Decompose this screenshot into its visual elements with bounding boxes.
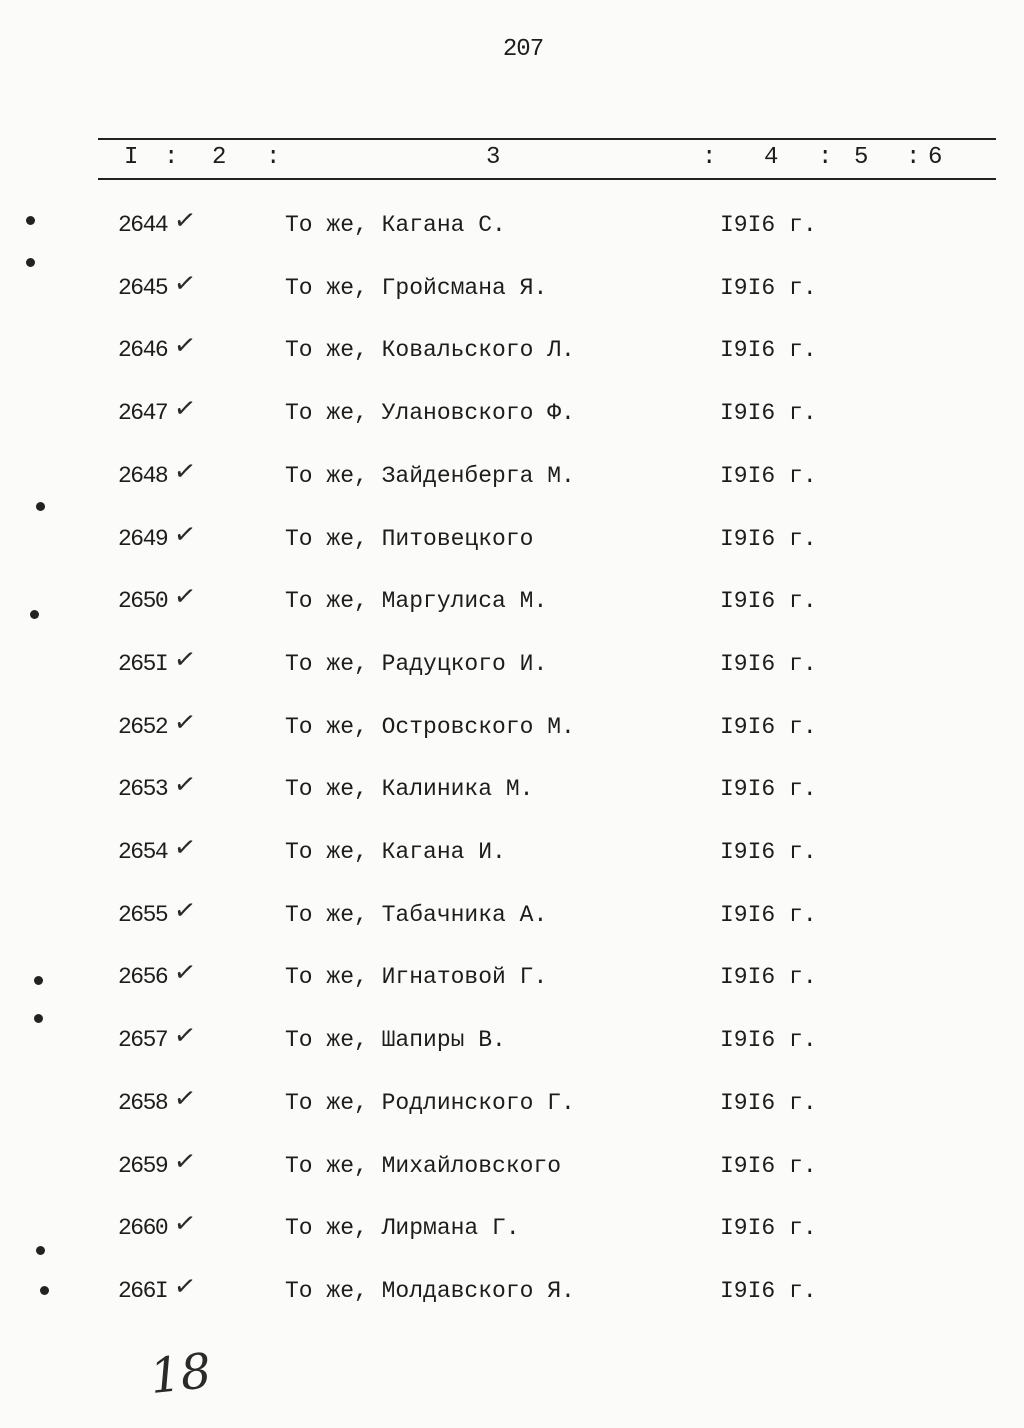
check-mark-icon: ✓	[172, 706, 198, 740]
check-mark-icon: ✓	[172, 1145, 198, 1179]
table-row	[0, 204, 1024, 252]
record-number: 266I	[118, 1278, 168, 1304]
record-year: I9I6 г.	[720, 776, 817, 802]
punch-hole	[26, 258, 35, 267]
record-number: 2644	[118, 212, 168, 238]
header-col-3: 3	[486, 144, 501, 171]
record-description: То же, Питовецкого	[285, 526, 534, 552]
record-description: То же, Родлинского Г.	[285, 1090, 575, 1116]
header-col-1: I	[124, 144, 139, 171]
record-year: I9I6 г.	[720, 839, 817, 865]
check-mark-icon: ✓	[172, 1082, 198, 1116]
punch-hole	[40, 1286, 49, 1295]
record-year: I9I6 г.	[720, 588, 817, 614]
check-mark-icon: ✓	[172, 518, 198, 552]
record-description: То же, Маргулиса М.	[285, 588, 548, 614]
check-mark-icon: ✓	[172, 455, 198, 489]
header-separator: :	[818, 144, 833, 171]
header-col-5: 5	[854, 144, 869, 171]
table-row	[0, 1082, 1024, 1130]
table-row	[0, 643, 1024, 691]
check-mark-icon: ✓	[172, 329, 198, 363]
record-description: То же, Игнатовой Г.	[285, 964, 548, 990]
record-number: 2655	[118, 902, 168, 928]
check-mark-icon: ✓	[172, 392, 198, 426]
punch-hole	[26, 216, 35, 225]
check-mark-icon: ✓	[172, 894, 198, 928]
table-row	[0, 1145, 1024, 1193]
record-description: То же, Табачника А.	[285, 902, 548, 928]
record-year: I9I6 г.	[720, 1090, 817, 1116]
table-row	[0, 392, 1024, 440]
check-mark-icon: ✓	[172, 204, 198, 238]
header-col-6: 6	[928, 144, 943, 171]
table-row	[0, 768, 1024, 816]
record-year: I9I6 г.	[720, 400, 817, 426]
check-mark-icon: ✓	[172, 580, 198, 614]
table-row	[0, 267, 1024, 315]
check-mark-icon: ✓	[172, 956, 198, 990]
record-description: То же, Шапиры В.	[285, 1027, 506, 1053]
record-year: I9I6 г.	[720, 964, 817, 990]
header-col-4: 4	[764, 144, 779, 171]
record-description: То же, Островского М.	[285, 714, 575, 740]
record-number: 2647	[118, 400, 168, 426]
record-number: 2657	[118, 1027, 168, 1053]
record-description: То же, Радуцкого И.	[285, 651, 548, 677]
check-mark-icon: ✓	[172, 768, 198, 802]
check-mark-icon: ✓	[172, 643, 198, 677]
record-year: I9I6 г.	[720, 1153, 817, 1179]
record-year: I9I6 г.	[720, 1215, 817, 1241]
record-number: 2649	[118, 526, 168, 552]
record-year: I9I6 г.	[720, 212, 817, 238]
table-row	[0, 1270, 1024, 1318]
record-year: I9I6 г.	[720, 1027, 817, 1053]
record-description: То же, Улановского Ф.	[285, 400, 575, 426]
record-year: I9I6 г.	[720, 337, 817, 363]
table-row	[0, 706, 1024, 754]
record-year: I9I6 г.	[720, 1278, 817, 1304]
check-mark-icon: ✓	[172, 1019, 198, 1053]
record-number: 2648	[118, 463, 168, 489]
punch-hole	[34, 1014, 43, 1023]
punch-hole	[36, 1246, 45, 1255]
table-row	[0, 831, 1024, 879]
table-row	[0, 956, 1024, 1004]
punch-hole	[34, 976, 43, 985]
record-number: 2650	[118, 588, 168, 614]
punch-hole	[30, 610, 39, 619]
header-separator: :	[906, 144, 921, 171]
record-year: I9I6 г.	[720, 902, 817, 928]
header-separator: :	[266, 144, 281, 171]
record-description: То же, Молдавского Я.	[285, 1278, 575, 1304]
record-number: 265I	[118, 651, 168, 677]
record-description: То же, Кагана И.	[285, 839, 506, 865]
record-year: I9I6 г.	[720, 526, 817, 552]
record-number: 2660	[118, 1215, 168, 1241]
table-row	[0, 518, 1024, 566]
table-row	[0, 894, 1024, 942]
record-number: 2658	[118, 1090, 168, 1116]
punch-hole	[36, 502, 45, 511]
record-number: 2646	[118, 337, 168, 363]
record-number: 2654	[118, 839, 168, 865]
record-number: 2659	[118, 1153, 168, 1179]
record-number: 2653	[118, 776, 168, 802]
record-year: I9I6 г.	[720, 275, 817, 301]
record-year: I9I6 г.	[720, 463, 817, 489]
record-number: 2652	[118, 714, 168, 740]
record-description: То же, Гройсмана Я.	[285, 275, 548, 301]
record-description: То же, Калиника М.	[285, 776, 534, 802]
record-description: То же, Ковальского Л.	[285, 337, 575, 363]
record-description: То же, Зайденберга М.	[285, 463, 575, 489]
record-number: 2656	[118, 964, 168, 990]
record-description: То же, Лирмана Г.	[285, 1215, 520, 1241]
handwritten-folio-number: 18	[147, 1342, 214, 1406]
table-row	[0, 1019, 1024, 1067]
check-mark-icon: ✓	[172, 1207, 198, 1241]
check-mark-icon: ✓	[172, 1270, 198, 1304]
record-year: I9I6 г.	[720, 651, 817, 677]
record-number: 2645	[118, 275, 168, 301]
header-col-2: 2	[212, 144, 227, 171]
check-mark-icon: ✓	[172, 831, 198, 865]
record-description: То же, Михайловского	[285, 1153, 562, 1179]
table-row	[0, 455, 1024, 503]
table-header-rule	[98, 178, 996, 180]
page-number: 207	[502, 36, 544, 63]
table-row	[0, 580, 1024, 628]
header-separator: :	[164, 144, 179, 171]
record-description: То же, Кагана С.	[285, 212, 506, 238]
table-row	[0, 1207, 1024, 1255]
table-row	[0, 329, 1024, 377]
header-separator: :	[702, 144, 717, 171]
table-header	[0, 144, 1024, 174]
check-mark-icon: ✓	[172, 267, 198, 301]
record-year: I9I6 г.	[720, 714, 817, 740]
table-top-rule	[98, 138, 996, 140]
